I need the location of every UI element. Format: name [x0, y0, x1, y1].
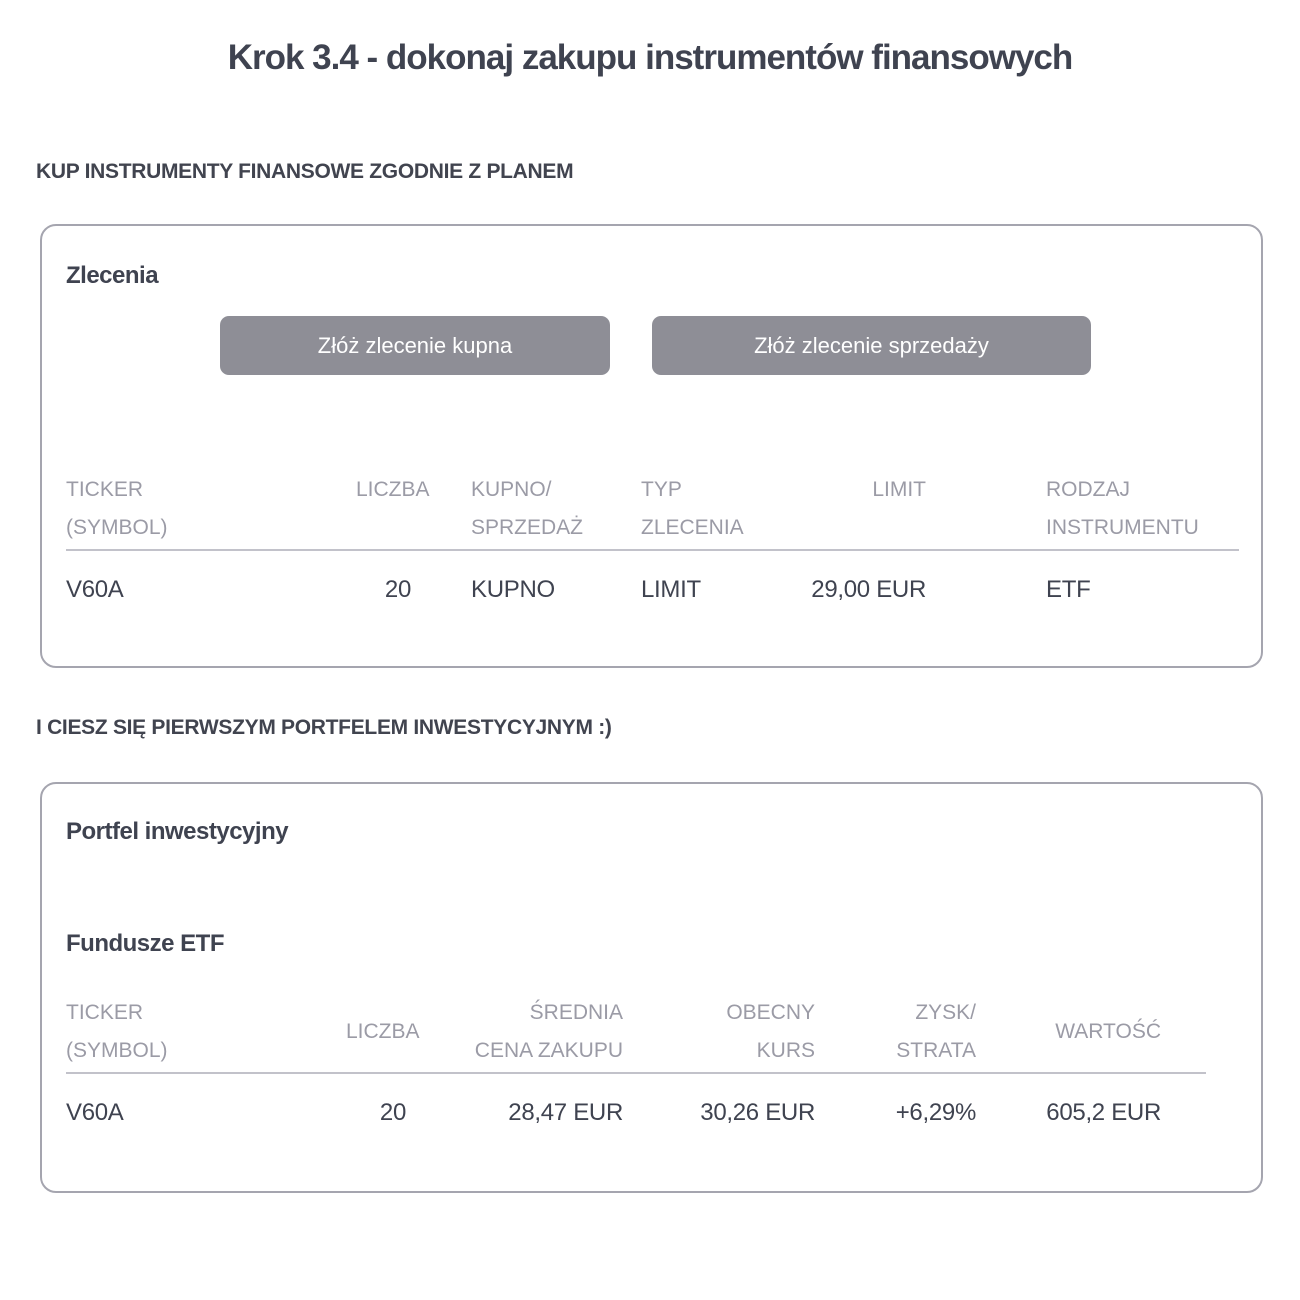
orders-card-title: Zlecenia	[66, 262, 159, 289]
header-line: RODZAJ	[1046, 478, 1130, 501]
header-line: ŚREDNIA	[529, 1001, 623, 1024]
portfolio-cell-wartosc: 605,2 EUR	[1046, 1099, 1161, 1126]
portfolio-col-liczba	[346, 994, 420, 1073]
order-buttons-row	[220, 316, 1237, 375]
portfolio-table	[66, 994, 1206, 1131]
orders-col-rodzaj-instrumentu	[926, 471, 1239, 550]
header-line: (SYMBOL)	[66, 1039, 168, 1062]
orders-table-header-row	[66, 471, 1239, 550]
portfolio-cell-ticker: V60A	[66, 1099, 124, 1126]
page-title: Krok 3.4 - dokonaj zakupu instrumentów finansowych	[227, 38, 1073, 77]
header-line: STRATA	[896, 1039, 976, 1062]
portfolio-col-wartosc	[976, 994, 1206, 1073]
portfolio-card-title: Portfel inwestycyjny	[66, 818, 289, 845]
orders-cell-typ-zlecenia: LIMIT	[641, 576, 701, 603]
portfolio-table-header-row	[66, 994, 1206, 1073]
header-line: (SYMBOL)	[66, 516, 168, 539]
section-label-enjoy-portfolio: I CIESZ SIĘ PIERWSZYM PORTFELEM INWESTYCYJNYM :)	[36, 716, 612, 739]
portfolio-cell-zysk-strata: +6,29%	[895, 1099, 976, 1126]
header-line: TYP	[641, 478, 682, 501]
header-line: LIMIT	[872, 478, 926, 501]
header-line: CENA ZAKUPU	[474, 1039, 623, 1062]
orders-cell-rodzaj-instrumentu: ETF	[1046, 576, 1091, 603]
orders-col-ticker	[66, 471, 356, 550]
portfolio-cell-liczba: 20	[379, 1099, 406, 1126]
header-line: ZYSK/	[915, 1001, 976, 1024]
orders-cell-ticker: V60A	[66, 576, 124, 603]
orders-table	[66, 471, 1239, 608]
header-line: OBECNY	[726, 1001, 815, 1024]
orders-table-row	[66, 550, 1239, 608]
orders-col-liczba	[356, 471, 430, 550]
portfolio-col-srednia-cena	[406, 994, 623, 1073]
orders-cell-kupno-sprzedaz: KUPNO	[471, 576, 555, 603]
orders-col-kupno-sprzedaz	[411, 471, 641, 550]
portfolio-col-ticker	[66, 994, 346, 1073]
orders-card	[40, 224, 1263, 668]
portfolio-cell-srednia-cena: 28,47 EUR	[508, 1099, 623, 1126]
place-sell-order-button[interactable]: Złóż zlecenie sprzedaży	[652, 316, 1091, 375]
header-line: KURS	[756, 1039, 815, 1062]
header-line: ZLECENIA	[641, 516, 744, 539]
portfolio-cell-obecny-kurs: 30,26 EUR	[700, 1099, 815, 1126]
portfolio-card	[40, 782, 1263, 1193]
place-buy-order-button[interactable]: Złóż zlecenie kupna	[220, 316, 610, 375]
portfolio-col-zysk-strata	[815, 994, 976, 1073]
header-line: INSTRUMENTU	[1046, 516, 1199, 539]
header-line: SPRZEDAŻ	[471, 516, 584, 539]
header-line: LICZBA	[346, 1020, 420, 1043]
header-line: LICZBA	[356, 478, 430, 501]
portfolio-table-row	[66, 1073, 1206, 1131]
section-label-buy-plan: KUP INSTRUMENTY FINANSOWE ZGODNIE Z PLANEM	[36, 160, 574, 183]
header-line: KUPNO/	[471, 478, 552, 501]
orders-col-typ-zlecenia	[641, 471, 776, 550]
header-line: TICKER	[66, 478, 144, 501]
orders-cell-liczba: 20	[384, 576, 411, 603]
orders-cell-limit: 29,00 EUR	[811, 576, 926, 603]
header-line: WARTOŚĆ	[1055, 1020, 1161, 1043]
portfolio-col-obecny-kurs	[623, 994, 815, 1073]
orders-col-limit	[776, 471, 926, 550]
header-line: TICKER	[66, 1001, 144, 1024]
portfolio-etf-subtitle: Fundusze ETF	[66, 930, 224, 957]
